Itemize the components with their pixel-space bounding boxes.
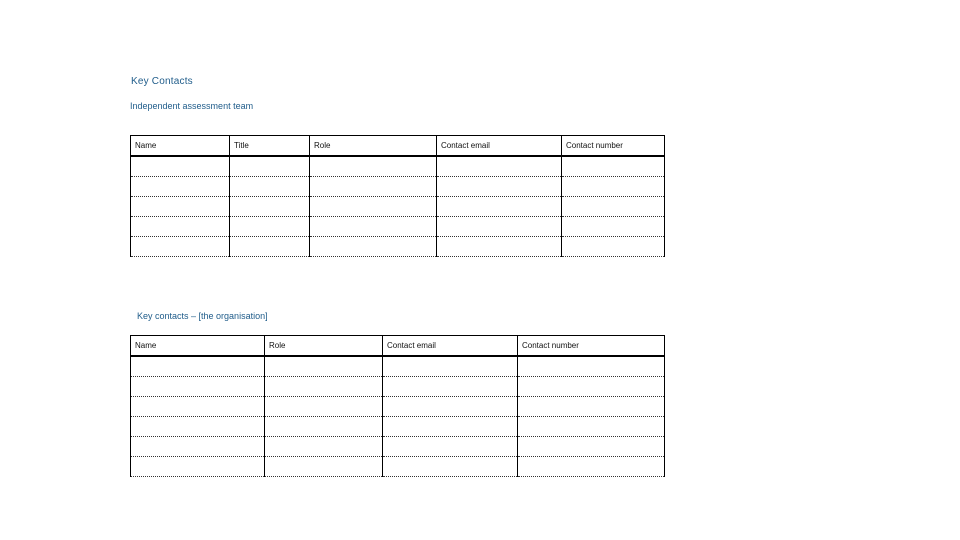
cell-contact-email[interactable] — [383, 397, 518, 417]
cell-contact-email[interactable] — [383, 417, 518, 437]
table-row — [131, 177, 665, 197]
table-row — [131, 457, 665, 477]
cell-contact-email[interactable] — [437, 237, 562, 257]
cell-role[interactable] — [265, 356, 383, 377]
table-row — [131, 397, 665, 417]
cell-contact-number[interactable] — [518, 397, 665, 417]
cell-contact-number[interactable] — [518, 417, 665, 437]
cell-contact-number[interactable] — [562, 156, 665, 177]
table-row — [131, 156, 665, 177]
column-header-role: Role — [310, 136, 437, 157]
table-row — [131, 356, 665, 377]
cell-role[interactable] — [265, 417, 383, 437]
cell-contact-email[interactable] — [437, 197, 562, 217]
cell-role[interactable] — [265, 457, 383, 477]
table-header-row — [131, 336, 665, 357]
column-header-contact-number: Contact number — [518, 336, 665, 357]
cell-name[interactable] — [131, 437, 265, 457]
cell-title[interactable] — [230, 197, 310, 217]
cell-role[interactable] — [310, 197, 437, 217]
cell-name[interactable] — [131, 397, 265, 417]
cell-name[interactable] — [131, 356, 265, 377]
table-header-row — [131, 136, 665, 157]
cell-contact-number[interactable] — [518, 377, 665, 397]
cell-contact-number[interactable] — [562, 177, 665, 197]
table-row — [131, 377, 665, 397]
cell-contact-number[interactable] — [562, 237, 665, 257]
table-row — [131, 237, 665, 257]
table-row — [131, 217, 665, 237]
cell-name[interactable] — [131, 156, 230, 177]
cell-contact-email[interactable] — [383, 437, 518, 457]
cell-name[interactable] — [131, 377, 265, 397]
page-title: Key Contacts — [131, 76, 193, 87]
cell-contact-email[interactable] — [383, 377, 518, 397]
column-header-contact-email: Contact email — [383, 336, 518, 357]
cell-contact-email[interactable] — [437, 177, 562, 197]
cell-name[interactable] — [131, 237, 230, 257]
cell-role[interactable] — [265, 397, 383, 417]
column-header-name: Name — [131, 336, 265, 357]
organisation-contacts-table — [130, 335, 665, 477]
cell-name[interactable] — [131, 197, 230, 217]
assessment-team-table — [130, 135, 665, 257]
cell-contact-number[interactable] — [562, 217, 665, 237]
cell-contact-number[interactable] — [562, 197, 665, 217]
cell-name[interactable] — [131, 417, 265, 437]
table-row — [131, 437, 665, 457]
cell-role[interactable] — [310, 156, 437, 177]
section-title-assessment-team: Independent assessment team — [130, 101, 254, 111]
cell-role[interactable] — [265, 377, 383, 397]
column-header-name: Name — [131, 136, 230, 157]
column-header-contact-number: Contact number — [562, 136, 665, 157]
column-header-title: Title — [230, 136, 310, 157]
cell-title[interactable] — [230, 237, 310, 257]
cell-contact-number[interactable] — [518, 356, 665, 377]
cell-title[interactable] — [230, 177, 310, 197]
cell-name[interactable] — [131, 217, 230, 237]
cell-contact-number[interactable] — [518, 457, 665, 477]
cell-title[interactable] — [230, 156, 310, 177]
cell-role[interactable] — [310, 177, 437, 197]
cell-role[interactable] — [265, 437, 383, 457]
column-header-contact-email: Contact email — [437, 136, 562, 157]
cell-role[interactable] — [310, 237, 437, 257]
cell-contact-email[interactable] — [437, 217, 562, 237]
cell-contact-email[interactable] — [383, 457, 518, 477]
cell-title[interactable] — [230, 217, 310, 237]
cell-contact-number[interactable] — [518, 437, 665, 457]
cell-name[interactable] — [131, 457, 265, 477]
section-title-organisation: Key contacts – [the organisation] — [137, 311, 268, 321]
table-row — [131, 417, 665, 437]
table-row — [131, 197, 665, 217]
cell-name[interactable] — [131, 177, 230, 197]
cell-role[interactable] — [310, 217, 437, 237]
column-header-role: Role — [265, 336, 383, 357]
cell-contact-email[interactable] — [437, 156, 562, 177]
cell-contact-email[interactable] — [383, 356, 518, 377]
